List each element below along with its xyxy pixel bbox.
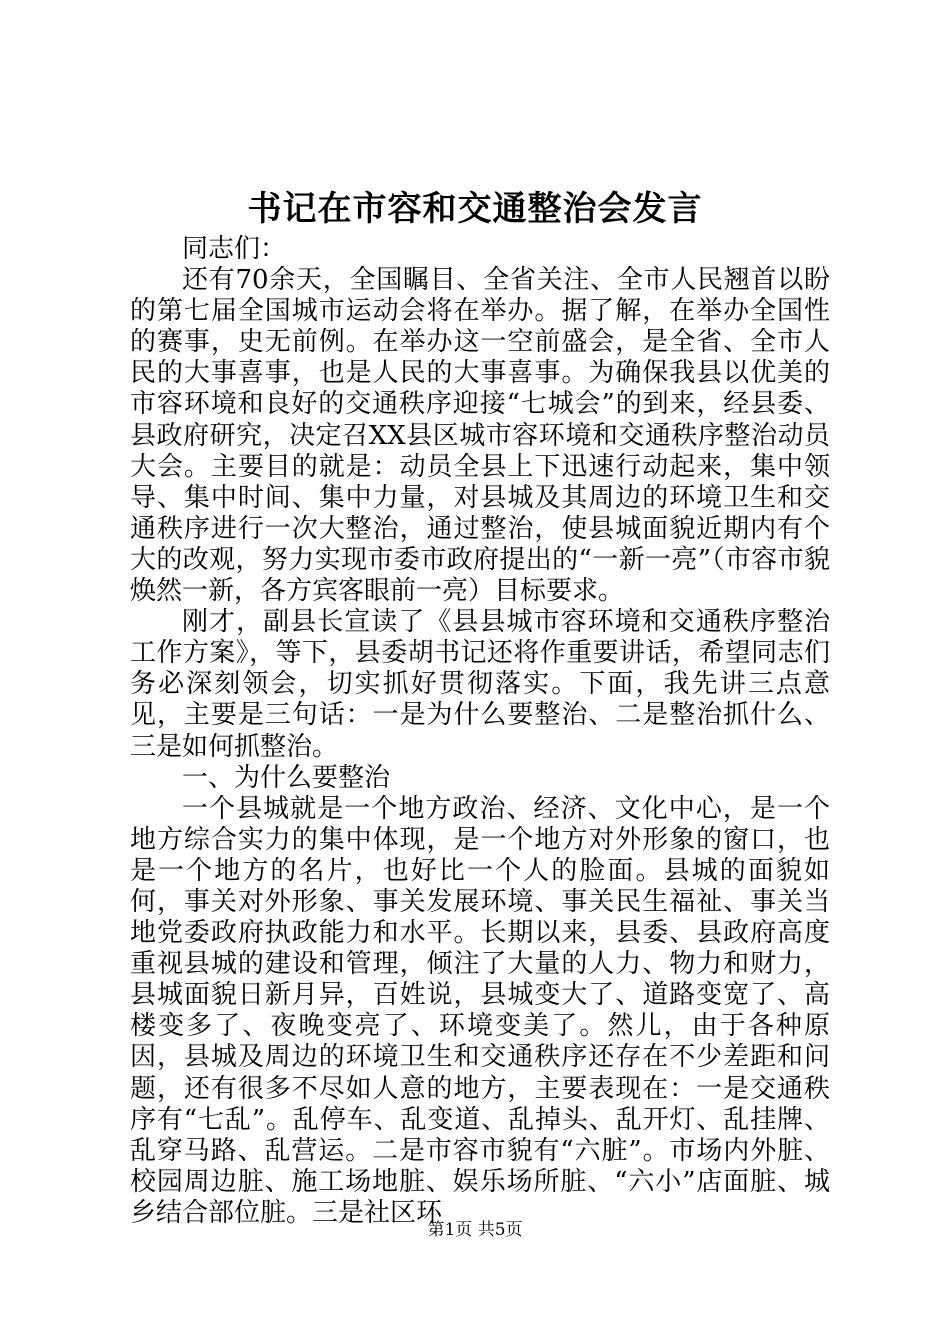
- page-footer: 第1页 共5页: [427, 1220, 523, 1240]
- outline-paragraph: 刚才，副县长宣读了《县县城市容环境和交通秩序整治工作方案》，等下，县委胡书记还将作重要讲话，希望同志们务必深刻领会，切实抓好贯彻落实。下面，我先讲三点意见，主要是三句话：一是为什么要整治、二是整治抓什么、三是如何抓整治。: [130, 607, 830, 762]
- document-title: 书记在市容和交通整治会发言: [247, 189, 703, 229]
- section-body-paragraph: 一个县城就是一个地方政治、经济、文化中心，是一个地方综合实力的集中体现，是一个地方对外形象的窗口，也是一个地方的名片，也好比一个人的脸面。县城的面貌如何，事关对外形象、事关发展环境、事关民生福祉、事关当地党委政府执政能力和水平。长期以来，县委、县政府高度重视县城的建设和管理，倾注了大量的人力、物力和财力，县城面貌日新月异，百姓说，县城变大了、道路变宽了、高楼变多了、夜晚变亮了、环境变美了。然儿，由于各种原因，县城及周边的环境卫生和交通秩序还存在不少差距和问题，还有很多不尽如人意的地方，主要表现在：一是交通秩序有“七乱”。乱停车、乱变道、乱掉头、乱开灯、乱挂牌、乱穿马路、乱营运。二是市容市貌有“六脏”。市场内外脏、校园周边脏、施工场地脏、娱乐场所脏、“六小”店面脏、城乡结合部位脏。三是社区环: [130, 793, 830, 1228]
- section-heading: 一、为什么要整治: [182, 762, 391, 793]
- salutation-paragraph: 同志们：: [182, 234, 287, 264]
- document-body: [130, 234, 830, 1229]
- intro-paragraph: 还有70余天，全国瞩目、全省关注、全市人民翘首以盼的第七届全国城市运动会将在举办。据了解，在举办全国性的赛事，史无前例。在举办这一空前盛会，是全省、全市人民的大事喜事，也是人民的大事喜事。为确保我县以优美的市容环境和良好的交通秩序迎接“七城会”的到来，经县委、县政府研究，决定召XX县区城市容环境和交通秩序整治动员大会。主要目的就是：动员全县上下迅速行动起来，集中领导、集中时间、集中力量，对县城及其周边的环境卫生和交通秩序进行一次大整治，通过整治，使县城面貌近期内有个大的改观，努力实现市委市政府提出的“一新一亮”（市容市貌焕然一新，各方宾客眼前一亮）目标要求。: [130, 265, 830, 607]
